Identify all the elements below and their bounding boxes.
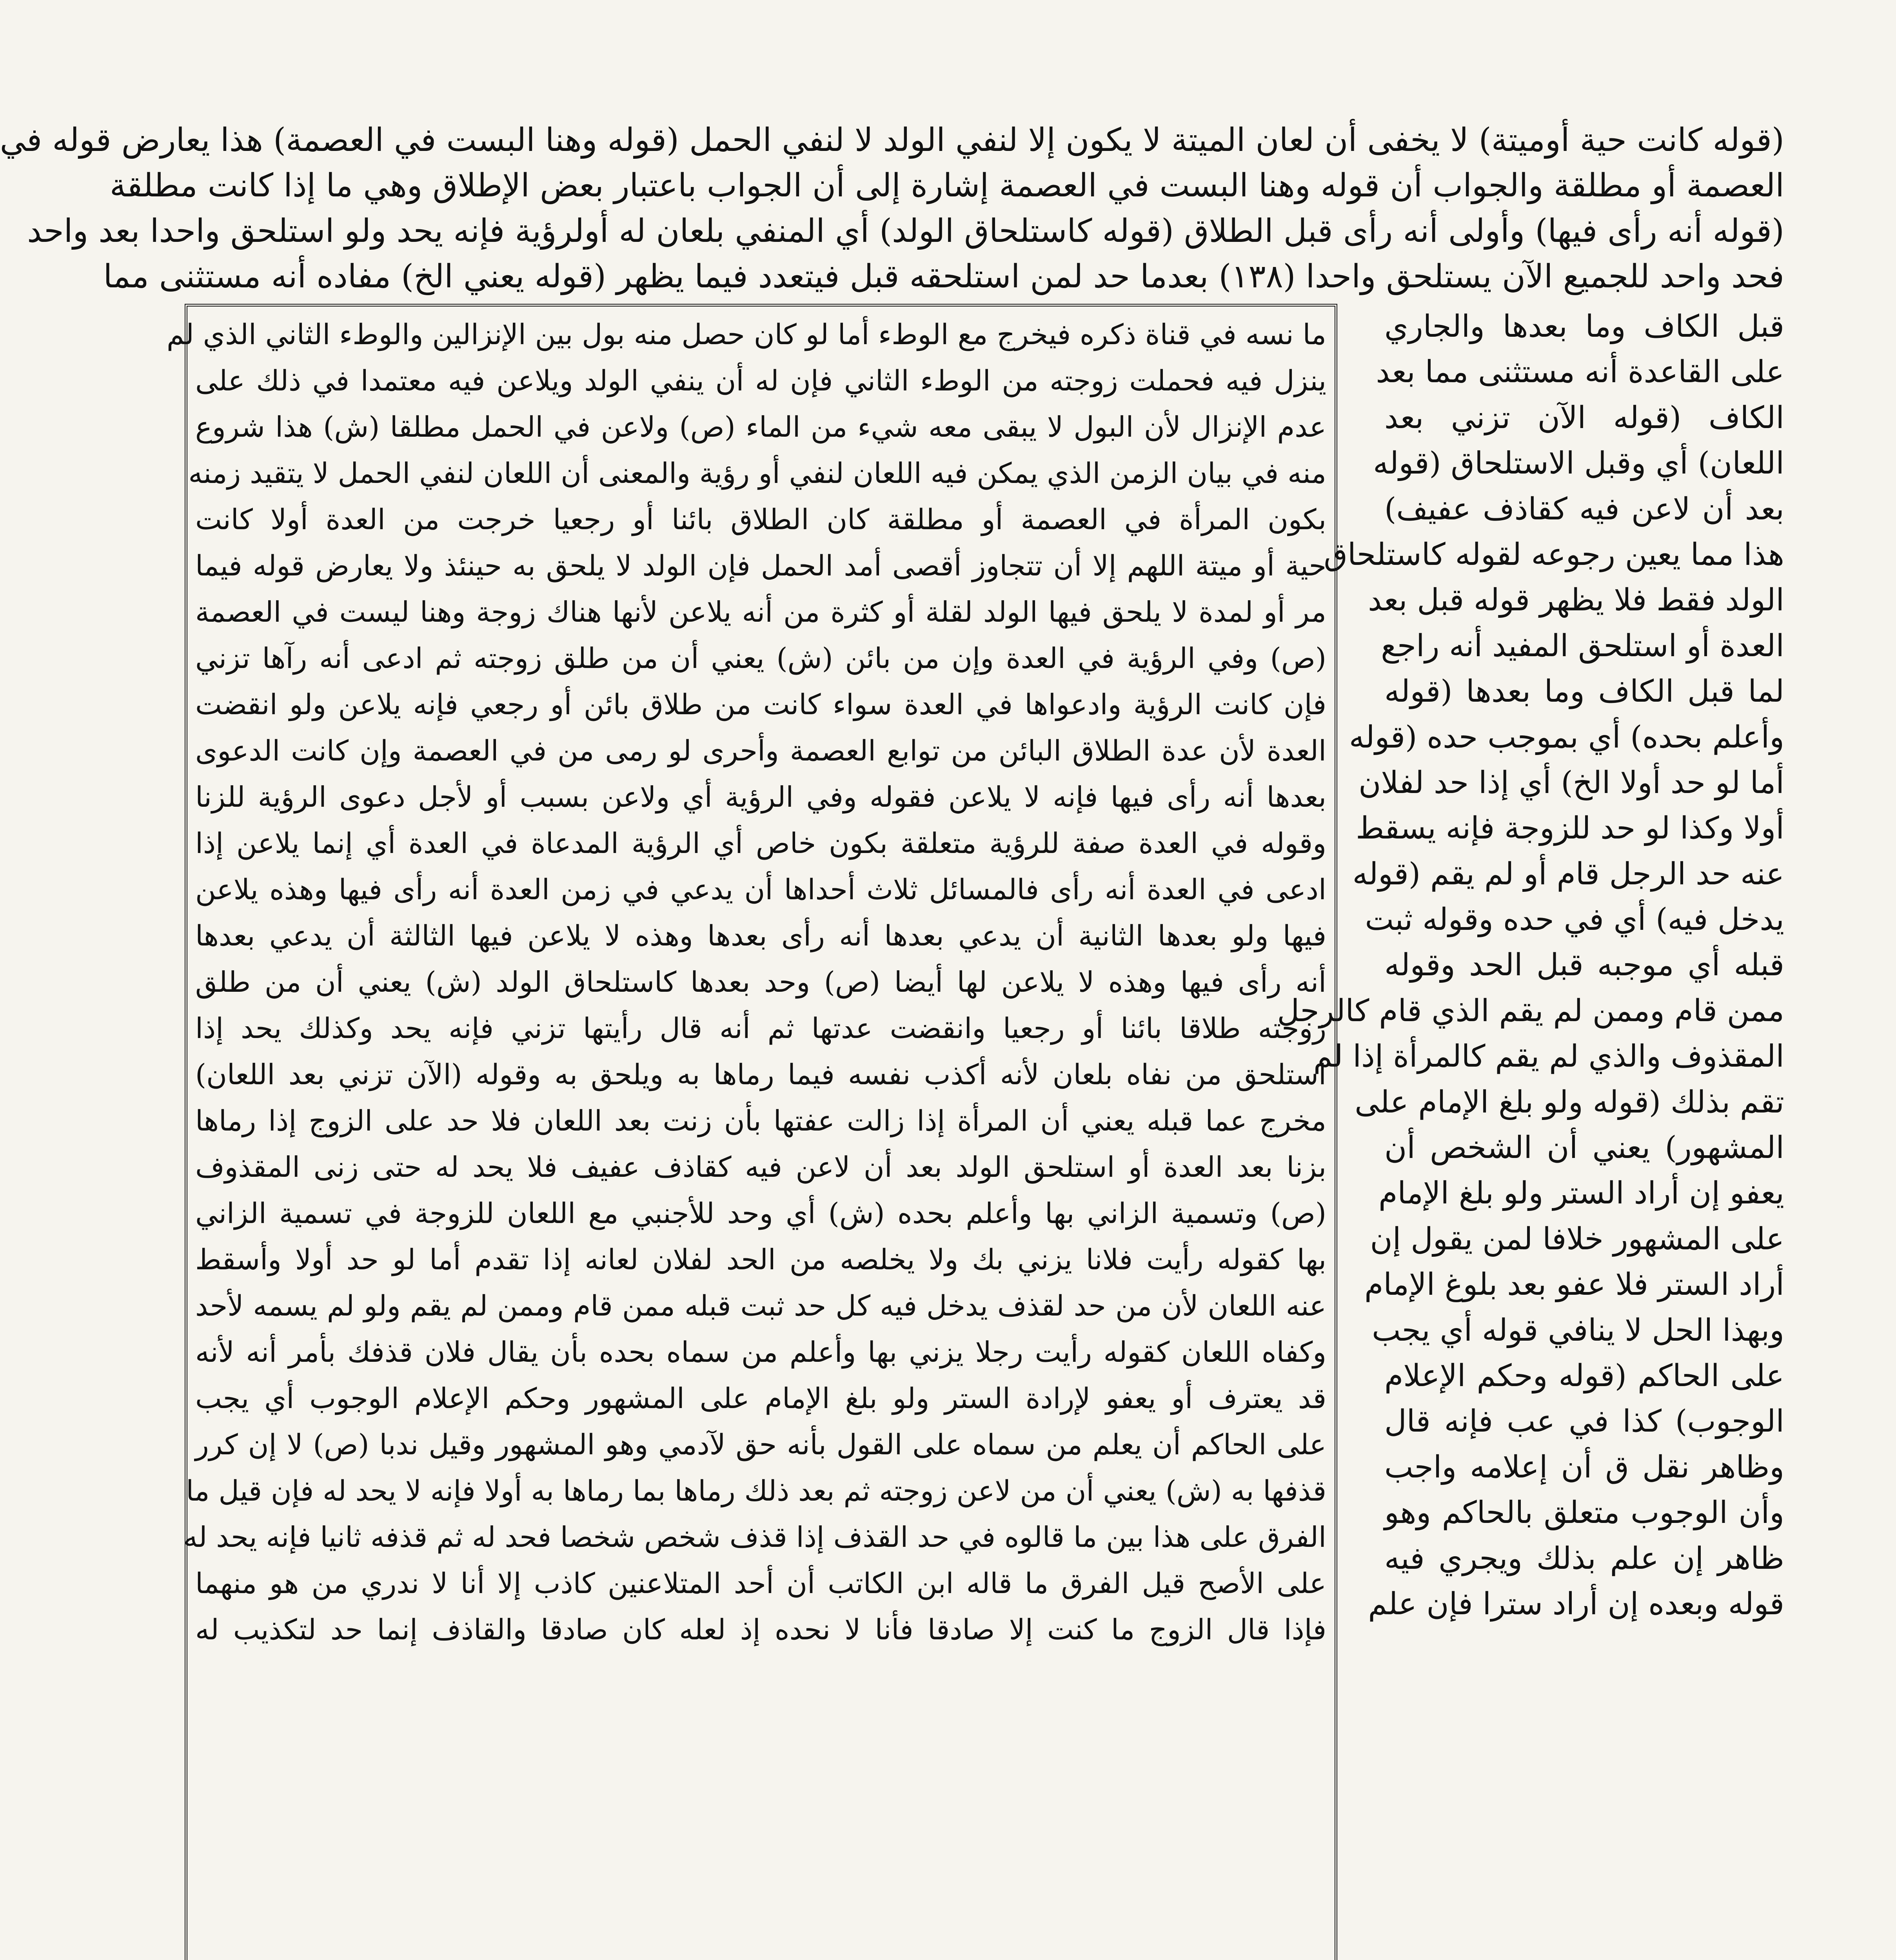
side-gloss-line: ظاهر إن علم بذلك ويجري فيه xyxy=(1384,1541,1784,1576)
side-gloss-line: يدخل فيه) أي في حده وقوله ثبت xyxy=(1365,902,1784,938)
main-text-line: ادعى في العدة أنه رأى فالمسائل ثلاث أحداها أن يدعي في زمن العدة أنه رأى فيها وهذه يلاعن xyxy=(195,873,1326,906)
side-gloss-line: عنه حد الرجل قام أو لم يقم (قوله xyxy=(1352,856,1784,892)
main-text-line: أنه رأى فيها وهذه لا يلاعن لها أيضا (ص) وحد بعدها كاستلحاق الولد (ش) يعني أن من طلق xyxy=(195,965,1326,998)
side-gloss-line: قوله وبعده إن أراد سترا فإن علم xyxy=(1368,1586,1784,1622)
main-commentary xyxy=(166,311,1327,1745)
gloss-line: العصمة أو مطلقة والجواب أن قوله وهنا البست في العصمة إشارة إلى أن الجواب باعتبار بعض الإطلاق وهي ما إذا كانت مطلقة xyxy=(109,167,1784,204)
main-text-line: (ص) وفي الرؤية في العدة وإن من بائن (ش) يعني أن من طلق زوجته ثم ادعى أنه رآها تزني xyxy=(195,642,1327,675)
main-text-line: قذفها به (ش) يعني أن من لاعن زوجته ثم بعد ذلك رماها بما رماها به أولا فإنه لا يحد له فإن قيل ما xyxy=(186,1474,1326,1507)
main-text-line: الفرق على هذا بين ما قالوه في حد القذف إذا قذف شخص شخصا فحد له ثم قذفه ثانيا فإنه يحد له xyxy=(183,1521,1326,1553)
side-gloss-line: أما لو حد أولا الخ) أي إذا حد لفلان xyxy=(1358,765,1784,800)
side-gloss-line: وأن الوجوب متعلق بالحاكم وهو xyxy=(1384,1495,1784,1531)
side-gloss-line: تقم بذلك (قوله ولو بلغ الإمام على xyxy=(1355,1084,1784,1120)
side-gloss-line: أولا وكذا لو حد للزوجة فإنه يسقط xyxy=(1356,811,1784,846)
side-gloss-line: اللعان) أي وقبل الاستلحاق (قوله xyxy=(1373,446,1784,481)
side-gloss-line: العدة أو استلحق المفيد أنه راجع xyxy=(1381,628,1784,664)
side-gloss-line: بعد أن لاعن فيه كقاذف عفيف) xyxy=(1384,491,1784,527)
main-text-line: عدم الإنزال لأن البول لا يبقى معه شيء من الماء (ص) ولاعن في الحمل مطلقا (ش) هذا شروع xyxy=(195,410,1326,443)
main-text-line: ما نسه في قناة ذكره فيخرج مع الوطء أما لو كان حصل منه بول بين الإنزالين والوطء الثاني الذي لم xyxy=(166,318,1326,351)
side-margin-gloss xyxy=(1277,304,1784,1627)
side-gloss-line: لما قبل الكاف وما بعدها (قوله xyxy=(1384,674,1784,710)
side-gloss-line: قبله أي موجبه قبل الحد وقوله xyxy=(1384,947,1784,983)
main-text-line: بكون المرأة في العصمة أو مطلقة كان الطلاق بائنا أو رجعيا خرجت من العدة أولا كانت xyxy=(195,503,1326,536)
side-gloss-line: الوجوب) كذا في عب فإنه قال xyxy=(1384,1404,1784,1439)
main-text-line: على الأصح قيل الفرق ما قاله ابن الكاتب أن أحد المتلاعنين كاذب إلا أنا لا ندري من هو منهما xyxy=(195,1567,1326,1600)
main-text-line: منه في بيان الزمن الذي يمكن فيه اللعان لنفي أو رؤية والمعنى أن اللعان لنفي الحمل لا يتقيد زمنه xyxy=(188,457,1326,490)
side-gloss-line: الولد فقط فلا يظهر قوله قبل بعد xyxy=(1368,583,1784,618)
main-text-line: العدة لأن عدة الطلاق البائن من توابع العصمة وأحرى لو رمى من في العصمة وإن كانت الدعوى xyxy=(195,734,1326,767)
main-text-line: ينزل فيه فحملت زوجته من الوطء الثاني فإن له أن ينفي الولد ويلاعن فيه معتمدا في ذلك على xyxy=(195,364,1327,397)
side-gloss-line: على الحاكم (قوله وحكم الإعلام xyxy=(1384,1358,1784,1394)
main-text-line: حية أو ميتة اللهم إلا أن تتجاوز أقصى أمد الحمل فإن الولد لا يلحق به حينئذ ولا يعارض قوله فيما xyxy=(195,549,1327,582)
main-text-line xyxy=(195,1699,1326,1745)
side-gloss-line: وبهذا الحل لا ينافي قوله أي يجب xyxy=(1372,1312,1784,1348)
main-text-frame xyxy=(166,304,1337,1960)
main-text-line: عنه اللعان لأن من حد لقذف يدخل فيه كل حد ثبت قبله ممن قام وممن لم يقم ولو لم يسمه لأحد xyxy=(195,1289,1326,1322)
main-text-line xyxy=(195,1653,1326,1699)
main-text-line: مخرج عما قبله يعني أن المرأة إذا زالت عفتها بأن زنت بعد اللعان فلا حد على الزوج إذا رماها xyxy=(195,1104,1326,1137)
side-gloss-line: الكاف (قوله الآن تزني بعد xyxy=(1384,400,1784,436)
side-gloss-line: على القاعدة أنه مستثنى مما بعد xyxy=(1376,354,1784,390)
main-text-line: بعدها أنه رأى فيها فإنه لا يلاعن فقوله وفي الرؤية أي ولاعن بسبب أو لأجل دعوى الرؤية للزنا xyxy=(195,780,1326,813)
main-text-line: استلحق من نفاه بلعان لأنه أكذب نفسه فيما رماها به ويلحق به وقوله (الآن تزني بعد اللعان) xyxy=(195,1058,1326,1091)
main-text-line: وكفاه اللعان كقوله رأيت رجلا يزني بها وأعلم من سماه بحده بأن يقال فلان قذفك بأمر أنه لأنه xyxy=(195,1336,1326,1368)
gloss-line-with-page-number: فحد واحد للجميع الآن يستلحق واحدا (١٣٨) بعدما حد لمن استلحقه قبل فيتعدد فيما يظهر (قوله يعني الخ) مفاده أنه مستثنى مما xyxy=(103,258,1784,295)
side-gloss-line: المشهور) يعني أن الشخص أن xyxy=(1384,1130,1784,1166)
main-text-line: وقوله في العدة صفة للرؤية متعلقة بكون خاص أي الرؤية المدعاة في العدة أي إنما يلاعن إذا xyxy=(195,827,1326,860)
main-text-line: فيها ولو بعدها الثانية أن يدعي بعدها أنه رأى بعدها وهذه لا يلاعن فيها الثالثة أن يدعي بعدها xyxy=(195,919,1326,952)
side-gloss-line: وأعلم بحده) أي بموجب حده (قوله xyxy=(1349,719,1784,755)
main-text-line: قد يعترف أو يعفو لإرادة الستر ولو بلغ الإمام على المشهور وحكم الإعلام الوجوب أي يجب xyxy=(195,1382,1326,1415)
main-text-line: مر أو لمدة لا يلحق فيها الولد لقلة أو كثرة من أنه يلاعن لأنها هناك زوجة وهنا ليست في العصمة xyxy=(195,595,1326,628)
main-text-line: بزنا بعد العدة أو استلحق الولد بعد أن لاعن فيه كقاذف عفيف فلا يحد له حتى زنى المقذوف xyxy=(195,1151,1326,1183)
main-text-line: (ص) وتسمية الزاني بها وأعلم بحده (ش) أي وحد للأجنبي مع اللعان للزوجة في تسمية الزاني xyxy=(195,1197,1326,1230)
main-text-line: بها كقوله رأيت فلانا يزني بك ولا يخلصه من الحد لفلان لعانه إذا تقدم أما لو حد أولا وأسقط xyxy=(195,1243,1326,1276)
side-gloss-line: على المشهور خلافا لمن يقول إن xyxy=(1370,1221,1784,1257)
main-text-line: فإذا قال الزوج ما كنت إلا صادقا فأنا لا نحده إذ لعله كان صادقا والقاذف إنما حد لتكذيب له xyxy=(195,1613,1326,1646)
side-gloss-line: أراد الستر فلا عفو بعد بلوغ الإمام xyxy=(1364,1267,1784,1303)
main-text-line: فإن كانت الرؤية وادعواها في العدة سواء كانت من طلاق بائن أو رجعي فإنه يلاعن ولو انقضت xyxy=(195,688,1326,721)
side-gloss-line: يعفو إن أراد الستر ولو بلغ الإمام xyxy=(1378,1176,1784,1211)
side-gloss-line: ممن قام وممن لم يقم الذي قام كالرجل xyxy=(1277,993,1784,1029)
side-gloss-line: قبل الكاف وما بعدها والجاري xyxy=(1384,309,1784,344)
gloss-line: (قوله أنه رأى فيها) وأولى أنه رأى قبل الطلاق (قوله كاستلحاق الولد) أي المنفي بلعان له أولرؤية فإنه يحد ولو استلحق واحدا بعد واحد xyxy=(27,212,1784,250)
top-margin-gloss xyxy=(0,118,1784,299)
main-text-line: على الحاكم أن يعلم من سماه على القول بأنه حق لآدمي وهو المشهور وقيل ندبا (ص) لا إن كرر xyxy=(195,1428,1327,1461)
side-gloss-line: المقذوف والذي لم يقم كالمرأة إذا لم xyxy=(1313,1039,1784,1074)
side-gloss-line: هذا مما يعين رجوعه لقوله كاستلحاق xyxy=(1324,537,1784,572)
side-gloss-line: وظاهر نقل ق أن إعلامه واجب xyxy=(1384,1449,1784,1485)
main-text-line: زوجته طلاقا بائنا أو رجعيا وانقضت عدتها ثم أنه قال رأيتها تزني فإنه يحد وكذلك يحد إذا xyxy=(195,1012,1326,1045)
gloss-line: (قوله كانت حية أوميتة) لا يخفى أن لعان الميتة لا يكون إلا لنفي الولد لا لنفي الحمل (قوله وهنا البست في العصمة) هذا يعارض قوله في xyxy=(0,122,1784,159)
